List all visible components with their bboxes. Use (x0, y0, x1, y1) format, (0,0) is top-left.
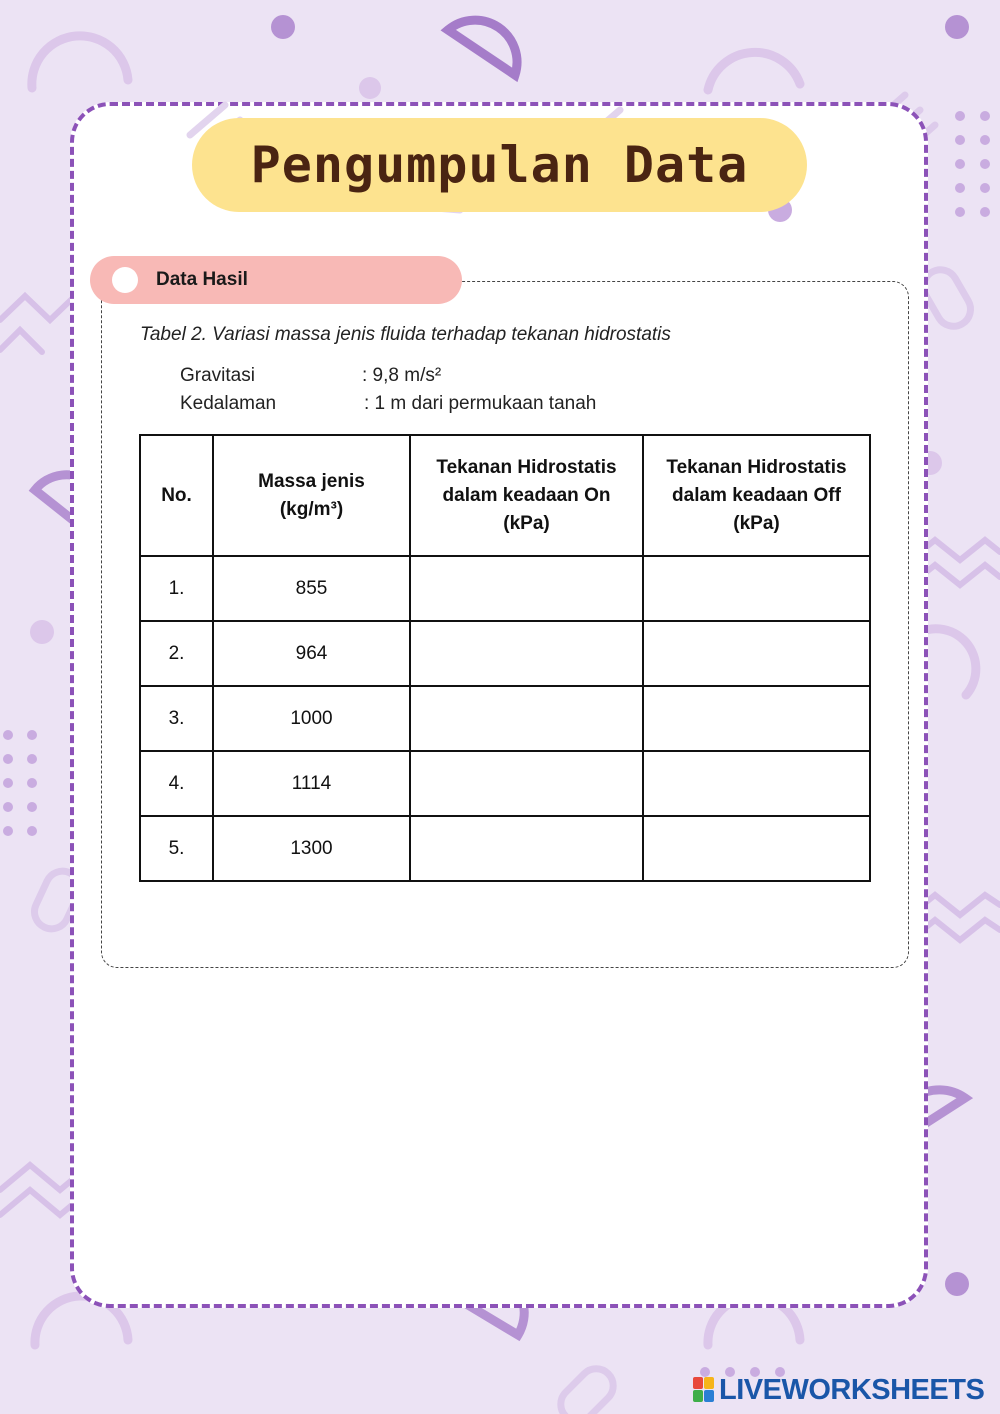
section-tab (90, 256, 462, 304)
cell-no: 3. (140, 686, 213, 751)
header-pressure-off: Tekanan Hidrostatis dalam keadaan Off (kPa) (643, 435, 870, 556)
table-caption: Tabel 2. Variasi massa jenis fluida terhadap tekanan hidrostatis (140, 324, 671, 345)
half-circle-shape (448, 20, 517, 75)
data-table (139, 434, 871, 882)
info-label: Gravitasi (180, 365, 255, 386)
table-header-row (140, 435, 870, 556)
bullet-icon (112, 267, 138, 293)
info-value: : 9,8 m/s² (362, 365, 442, 386)
cell-density: 855 (213, 556, 410, 621)
cell-density: 964 (213, 621, 410, 686)
cell-no: 5. (140, 816, 213, 881)
cell-no: 2. (140, 621, 213, 686)
cell-pressure-off-input[interactable] (643, 816, 870, 881)
table-row (140, 686, 870, 751)
cell-pressure-on-input[interactable] (410, 751, 643, 816)
info-label: Kedalaman (180, 393, 277, 414)
header-pressure-on: Tekanan Hidrostatis dalam keadaan On (kPa) (410, 435, 643, 556)
cell-pressure-off-input[interactable] (643, 621, 870, 686)
table-row (140, 556, 870, 621)
info-value: : 1 m dari permukaan tanah (364, 393, 597, 414)
cell-density: 1000 (213, 686, 410, 751)
table-row (140, 816, 870, 881)
table-row (140, 621, 870, 686)
cell-density: 1300 (213, 816, 410, 881)
cell-density: 1114 (213, 751, 410, 816)
title-banner (192, 118, 807, 212)
cell-pressure-off-input[interactable] (643, 556, 870, 621)
cell-no: 4. (140, 751, 213, 816)
header-density: Massa jenis (kg/m³) (213, 435, 410, 556)
liveworksheets-logo-icon (693, 1377, 715, 1403)
cell-pressure-on-input[interactable] (410, 686, 643, 751)
cell-pressure-on-input[interactable] (410, 816, 643, 881)
cell-pressure-off-input[interactable] (643, 751, 870, 816)
cell-pressure-on-input[interactable] (410, 621, 643, 686)
brand-name: LIVEWORKSHEETS (719, 1373, 985, 1406)
brand-footer[interactable] (693, 1372, 984, 1408)
cell-pressure-on-input[interactable] (410, 556, 643, 621)
section-label: Data Hasil (156, 269, 248, 290)
cell-pressure-off-input[interactable] (643, 686, 870, 751)
header-no: No. (140, 435, 213, 556)
table-row (140, 751, 870, 816)
page-title: Pengumpulan Data (250, 136, 749, 194)
cell-no: 1. (140, 556, 213, 621)
